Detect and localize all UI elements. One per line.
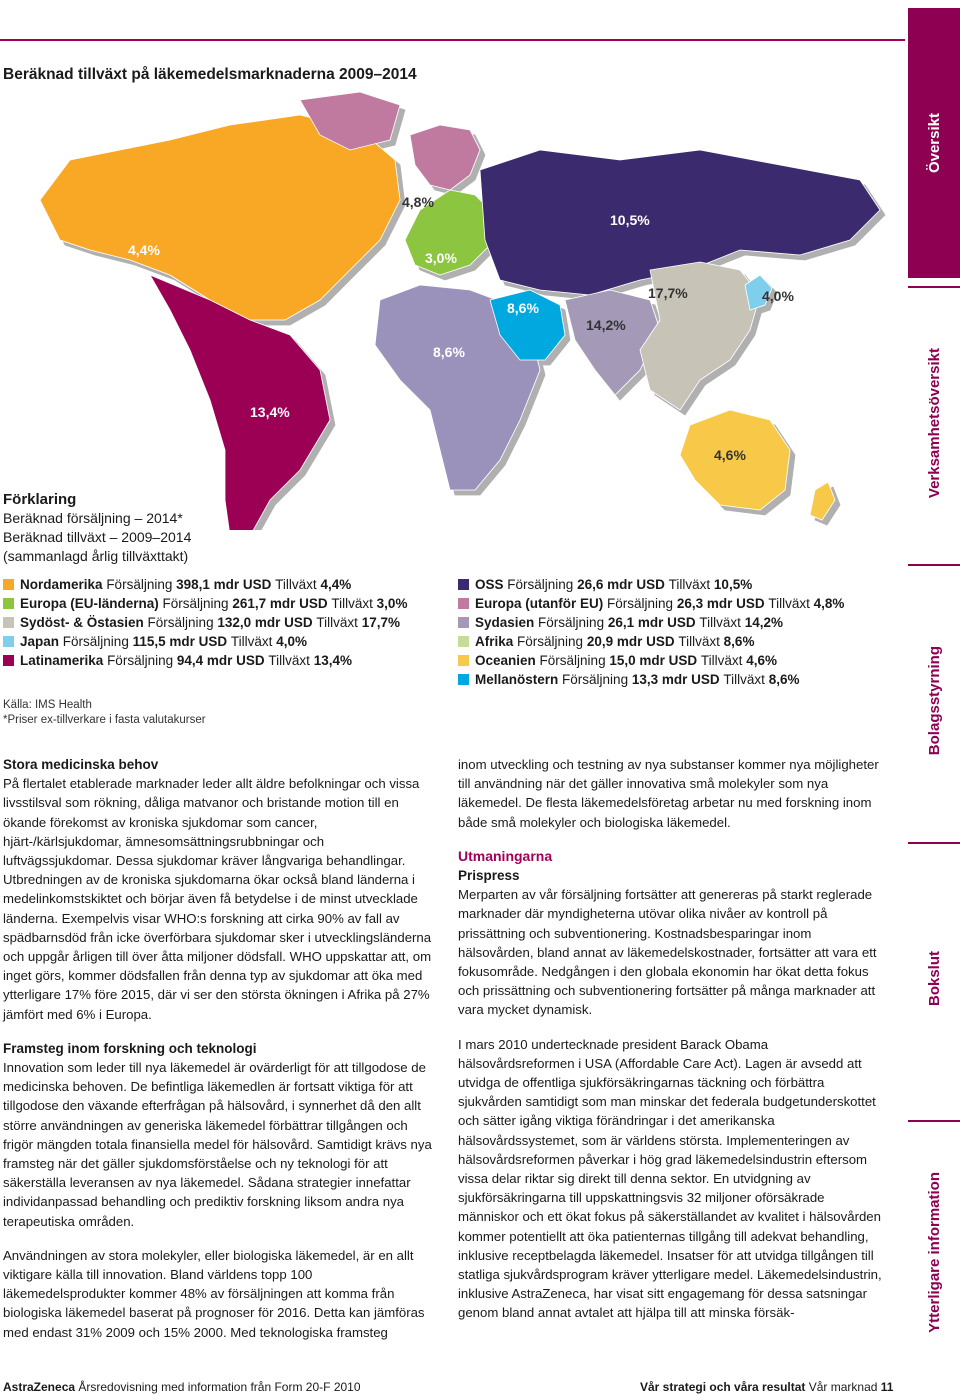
legend-sales-label: Försäljning <box>107 653 174 668</box>
map-label-south-asia: 14,2% <box>586 317 626 333</box>
legend-growth: 3,0% <box>376 596 408 611</box>
legend-sales-label: Försäljning <box>147 615 214 630</box>
source-line: Källa: IMS Health <box>3 699 92 711</box>
footer-right <box>640 1380 893 1394</box>
paragraph: inom utveckling och testning av nya substanser kommer nya möjligheter till användning när det gäller innovativa små molekyler som nya läkemedel. De flesta läkemedelsföretag arbetar nu med forskning inom både små molekyler och biologiska läkemedel. <box>458 757 879 830</box>
legend-swatch <box>3 636 14 647</box>
legend-growth-label: Tillväxt <box>700 653 743 668</box>
legend-sales: 132,0 mdr USD <box>217 615 313 630</box>
legend-growth-label: Tillväxt <box>268 653 310 668</box>
tab-label: Översikt <box>925 112 943 174</box>
legend-growth-label: Tillväxt <box>230 634 273 649</box>
legend-item <box>3 613 407 632</box>
legend-line-sales: Beräknad försäljning – 2014* <box>3 510 183 526</box>
legend-growth: 8,6% <box>768 672 800 687</box>
map-label-japan: 4,0% <box>762 288 794 304</box>
legend-sales: 94,4 mdr USD <box>176 653 265 668</box>
legend-growth: 4,6% <box>746 653 777 668</box>
legend-item <box>458 651 844 670</box>
page-number: 11 <box>880 1380 894 1394</box>
legend-growth: 14,2% <box>744 615 783 630</box>
legend-sales-label: Försäljning <box>538 615 605 630</box>
legend-swatch <box>3 579 14 590</box>
legend-sales-label: Försäljning <box>607 596 674 611</box>
map-label-cis: 10,5% <box>610 212 650 228</box>
source-footnote: *Priser ex-tillverkare i fasta valutakurser <box>3 714 206 726</box>
legend-growth-label: Tillväxt <box>678 634 720 649</box>
legend-sales-label: Försäljning <box>62 634 129 649</box>
region-europe-non-eu <box>410 125 480 190</box>
legend-growth-label: Tillväxt <box>768 596 810 611</box>
section-heading: Framsteg inom forskning och teknologi <box>3 1040 257 1056</box>
legend-swatch <box>458 674 469 685</box>
legend-region: Mellanöstern <box>475 672 559 687</box>
legend-line-growth: Beräknad tillväxt – 2009–2014 <box>3 529 192 545</box>
map-label-latin-america: 13,4% <box>250 404 290 420</box>
legend-growth: 8,6% <box>723 634 755 649</box>
legend-swatch <box>3 617 14 628</box>
legend-sales: 261,7 mdr USD <box>232 596 328 611</box>
legend-region: OSS <box>475 577 504 592</box>
legend-swatch <box>3 598 14 609</box>
legend-swatch <box>458 636 469 647</box>
legend-item <box>458 670 844 689</box>
legend-sales: 15,0 mdr USD <box>609 653 698 668</box>
legend-sales-label: Försäljning <box>539 653 606 668</box>
section-heading: Utmaningarna <box>458 847 553 864</box>
footer-brand: AstraZeneca <box>3 1380 76 1394</box>
legend-region: Nordamerika <box>20 577 103 592</box>
legend-item <box>3 632 407 651</box>
legend-sales: 398,1 mdr USD <box>176 577 272 592</box>
map-label-africa: 8,6% <box>433 344 465 360</box>
tab-label: Bolagsstyrning <box>925 646 943 756</box>
legend-sales-label: Försäljning <box>106 577 173 592</box>
world-map <box>0 90 905 530</box>
tab-bolagsstyrning[interactable] <box>908 564 960 836</box>
legend-title: Förklaring <box>3 491 77 508</box>
left-column <box>3 755 433 1357</box>
legend-growth-label: Tillväxt <box>723 672 765 687</box>
legend-item <box>3 594 407 613</box>
map-label-europe-non-eu: 4,8% <box>402 194 434 210</box>
legend-region: Europa (utanför EU) <box>475 596 604 611</box>
legend-region: Europa (EU-länderna) <box>20 596 159 611</box>
legend-item <box>3 651 407 670</box>
map-label-europe-eu: 3,0% <box>425 250 457 266</box>
legend-region: Japan <box>20 634 60 649</box>
page-title: Beräknad tillväxt på läkemedelsmarknaderna 2009–2014 <box>3 66 417 83</box>
tab-label: Verksamhetsöversikt <box>925 347 943 499</box>
legend-sales-label: Försäljning <box>562 672 629 687</box>
legend-item <box>458 632 844 651</box>
legend-growth: 4,8% <box>813 596 845 611</box>
legend-region: Oceanien <box>475 653 536 668</box>
legend-left <box>3 575 407 670</box>
legend-region: Sydasien <box>475 615 535 630</box>
legend-growth: 13,4% <box>313 653 352 668</box>
footer-doc-title: Årsredovisning med information från Form 20-F 2010 <box>78 1380 361 1394</box>
legend-sales-label: Försäljning <box>507 577 574 592</box>
footer-section: Vår strategi och våra resultat <box>640 1380 806 1394</box>
legend-growth-label: Tillväxt <box>275 577 317 592</box>
legend-growth-label: Tillväxt <box>699 615 741 630</box>
paragraph: På flertalet etablerade marknader leder allt äldre befolkningar och vissa livsstilsval som rökning, dåliga matvanor och bristande motion till en ökande förekomst av kroniska sjukdomar som cancer, hjärt-/kärlsjukdomar, ämnesomsättningsrubbningar och luftvägssjukdomar. Dessa sjukdomar kräver långvariga behandlingar. Utbredningen av de kroniska sjukdomarna ökar också bland länderna i medelinkomstskiktet och börjar även få betydelse i de minst utvecklade länderna. Exempelvis visar WHO:s forskning att cirka 90% av fall av spädbarnsdöd från icke överförbara sjukdomar sker i utvecklingsländerna och uppgår årligen till över åtta miljoner dödsfall. WHO uppskattar att, om inget görs, kommer dödsfallen från denna typ av sjukdomar att öka med ytterligare 17% före 2015, där vi ser den största ökningen i Afrika på 27% jämfört med 6% i Europa. <box>3 776 432 1022</box>
legend-swatch <box>458 655 469 666</box>
legend-sales: 20,9 mdr USD <box>586 634 675 649</box>
map-label-north-america: 4,4% <box>128 242 160 258</box>
legend-growth: 4,0% <box>276 634 307 649</box>
legend-region: Latinamerika <box>20 653 104 668</box>
legend-region: Sydöst- & Östasien <box>20 615 144 630</box>
legend-item <box>458 613 844 632</box>
subsection-heading: Prispress <box>458 868 520 884</box>
legend-growth: 10,5% <box>713 577 753 592</box>
map-label-oceania: 4,6% <box>714 447 746 463</box>
legend-swatch <box>458 579 469 590</box>
tab-label: Bokslut <box>925 951 943 1007</box>
legend-item <box>3 575 407 594</box>
right-column <box>458 755 888 1338</box>
legend-growth: 17,7% <box>361 615 400 630</box>
legend-sales: 26,1 mdr USD <box>607 615 696 630</box>
legend-right <box>458 575 844 689</box>
legend-line-note: (sammanlagd årlig tillväxttakt) <box>3 548 189 564</box>
legend-item <box>458 575 844 594</box>
legend-explanation <box>3 490 191 566</box>
tab-label: Ytterligare information <box>925 1171 943 1333</box>
legend-sales: 115,5 mdr USD <box>132 634 228 649</box>
legend-sales: 26,3 mdr USD <box>676 596 765 611</box>
legend-growth-label: Tillväxt <box>331 596 373 611</box>
paragraph: Användningen av stora molekyler, eller biologiska läkemedel, är en allt viktigare källa till innovation. Bland världens topp 100 läkemedelsprodukter kommer 48% av försäljningen att komma från biologiska läkemedel baserat på prognoser för 2016. Detta kan jämföras med endast 31% 2009 och 15% 2000. Med teknologiska framsteg <box>3 1247 425 1340</box>
region-new-zealand <box>810 482 835 520</box>
map-label-middle-east: 8,6% <box>507 300 539 316</box>
header-rule <box>0 39 905 41</box>
footer-left <box>3 1380 361 1394</box>
footer-subsection: Vår marknad <box>808 1380 878 1394</box>
legend-item <box>458 594 844 613</box>
legend-sales-label: Försäljning <box>517 634 584 649</box>
paragraph: Merparten av vår försäljning fortsätter att genereras på starkt reglerade marknader där myndigheterna utövar olika nivåer av kontroll på prissättning och subventionering. Kostnadsbesparingar inom hälsovården, bland annat av läkemedelskostnader, fortsätter att vara ett fokusområde. Nedgången i den globala ekonomin har ökat detta fokus och prissättning och subventionering fortsätter på många marknader att vara mycket dynamisk. <box>458 887 877 1018</box>
legend-swatch <box>458 617 469 628</box>
legend-sales: 26,6 mdr USD <box>577 577 665 592</box>
tab-ytterligare-information[interactable] <box>908 1120 960 1382</box>
legend-swatch <box>3 655 14 666</box>
legend-swatch <box>458 598 469 609</box>
map-label-southeast-asia: 17,7% <box>648 285 688 301</box>
section-heading: Stora medicinska behov <box>3 757 159 772</box>
tab-oversikt[interactable] <box>908 8 960 278</box>
source-note <box>3 698 206 728</box>
legend-region: Afrika <box>475 634 514 649</box>
legend-sales: 13,3 mdr USD <box>631 672 720 687</box>
section-tabs <box>908 0 960 1400</box>
legend-growth-label: Tillväxt <box>668 577 711 592</box>
tab-verksamhetsoversikt[interactable] <box>908 286 960 558</box>
legend-growth-label: Tillväxt <box>316 615 358 630</box>
legend-growth: 4,4% <box>320 577 352 592</box>
paragraph: Innovation som leder till nya läkemedel är ovärderligt för att tillgodose de medicinska behoven. De befintliga läkemedlen är fortsatt viktiga för att tillgodose den växande efterfrågan på hälsovård, i synnerhet då den allt större användningen av generiska läkemedel förbättrar tillgången och frigör mängden totala finansiella medel för hälsovård. Samtidigt krävs nya framsteg när det gäller sjukdomsförståelse och ny teknologi för att säkerställa leveransen av nya läkemedel. Sådana strategier innefattar individanpassad behandling och prediktiv forskning liksom andra nya terapeutiska områden. <box>3 1060 432 1229</box>
paragraph: I mars 2010 undertecknade president Barack Obama hälsovårdsreformen i USA (Affordable Care Act). Lagen är avsedd att utvidga de offentliga sjukförsäkringarnas täckning och förbättra sjukvården samtidigt som man minskar det federala budgetunderskottet och sätter igång viktiga förändringar i det amerikanska hälsovårdssystemet, som är världens största. Implementeringen av hälsovårdsreformen påverkar i hög grad läkemedelsindustrin eftersom vissa delar riktar sig direkt till denna sektor. En utvidgning av sjukförsäkringarna till uppskattningsvis 32 miljoner oförsäkrade människor och ett ökat fokus på säkerställandet av kvalitet i hälsovården kommer potentiellt att öka patienternas tillgång till adekvat behandling, inklusive receptbelagda läkemedel. Insatser för att utvidga tillgången till statliga sjukvårdsprogram kräver ytterligare medel. Läkemedelsindustrin, inklusive AstraZeneca, har visat sitt engagemang för dessa satsningar genom bland annat avtalet att hjälpa till att minska försäk- <box>458 1036 882 1321</box>
tab-bokslut[interactable] <box>908 842 960 1114</box>
legend-sales-label: Försäljning <box>162 596 229 611</box>
